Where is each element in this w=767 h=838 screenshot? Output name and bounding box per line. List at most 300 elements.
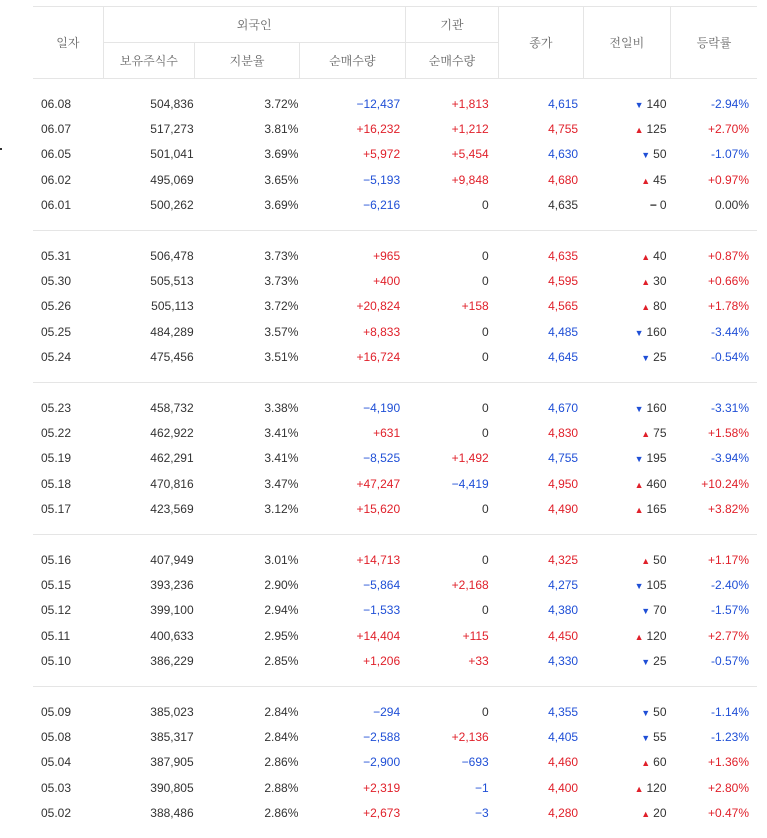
rate-cell: 0.00%	[714, 198, 749, 213]
holdings-cell: 387,905	[150, 755, 194, 770]
group-spacer	[33, 674, 757, 687]
header-institution: 기관	[405, 7, 499, 43]
arrow-down-icon: ▼	[641, 732, 651, 743]
inst-net-cell: 0	[482, 425, 489, 440]
close-cell: 4,355	[548, 704, 579, 719]
header-close: 종가	[499, 7, 583, 79]
group-spacer	[33, 218, 757, 231]
change-cell	[583, 446, 670, 471]
holdings-cell: 475,456	[150, 350, 194, 365]
rate-cell: -2.94%	[710, 96, 749, 111]
foreign-net-cell: +2,673	[363, 806, 401, 821]
table-row	[33, 572, 757, 597]
holdings-cell: 500,262	[150, 198, 194, 213]
change-cell	[583, 724, 670, 749]
arrow-up-icon: ▲	[634, 479, 644, 490]
foreign-net-cell: −294	[373, 704, 401, 719]
spacer-cell	[33, 370, 757, 383]
date-cell: 05.19	[41, 451, 72, 466]
close-cell: 4,595	[548, 274, 579, 289]
change-cell	[583, 775, 670, 800]
date-cell: 05.24	[41, 350, 72, 365]
change-cell	[583, 116, 670, 141]
header-foreign-net: 순매수량	[299, 43, 405, 79]
holdings-cell: 484,289	[150, 324, 194, 339]
change-cell	[583, 268, 670, 293]
group-spacer	[33, 231, 757, 243]
ratio-cell: 3.69%	[264, 198, 299, 213]
change-value: 195	[646, 451, 667, 466]
table-row	[33, 547, 757, 572]
spacer-cell	[33, 383, 757, 395]
date-cell: 05.03	[41, 780, 72, 795]
holdings-cell: 505,513	[150, 274, 194, 289]
ratio-cell: 3.69%	[264, 147, 299, 162]
arrow-up-icon: ▲	[634, 505, 644, 516]
arrow-down-icon: ▼	[641, 657, 651, 668]
close-cell: 4,380	[548, 603, 579, 618]
change-value: 140	[646, 96, 667, 111]
holdings-cell: 504,836	[150, 96, 194, 111]
foreign-net-cell: +8,833	[363, 324, 401, 339]
ratio-cell: 3.65%	[264, 172, 299, 187]
change-value: 125	[646, 122, 667, 137]
change-value: 60	[653, 755, 667, 770]
change-value: 50	[653, 147, 667, 162]
header-holdings: 보유주식수	[103, 43, 195, 79]
inst-net-cell: −3	[475, 806, 489, 821]
foreign-net-cell: +14,404	[356, 628, 401, 643]
inst-net-cell: 0	[482, 603, 489, 618]
foreign-net-cell: +5,972	[363, 147, 401, 162]
close-cell: 4,400	[548, 780, 579, 795]
foreign-net-cell: −2,900	[363, 755, 401, 770]
arrow-up-icon: ▲	[634, 125, 644, 136]
ratio-cell: 3.72%	[264, 96, 299, 111]
table-row	[33, 446, 757, 471]
arrow-up-icon: ▲	[634, 631, 644, 642]
inst-net-cell: 0	[482, 350, 489, 365]
foreign-net-cell: +14,713	[356, 552, 401, 567]
table-row	[33, 91, 757, 116]
arrow-down-icon: ▼	[634, 580, 644, 591]
date-cell: 05.23	[41, 400, 72, 415]
date-cell: 05.11	[41, 628, 71, 643]
change-cell	[583, 91, 670, 116]
foreign-net-cell: +2,319	[363, 780, 401, 795]
rate-cell: -1.07%	[710, 147, 749, 162]
holdings-cell: 393,236	[150, 577, 194, 592]
change-value: 55	[653, 729, 667, 744]
change-cell	[583, 800, 670, 825]
foreign-net-cell: +20,824	[356, 299, 401, 314]
group-spacer	[33, 535, 757, 547]
date-cell: 05.31	[41, 248, 72, 263]
arrow-up-icon: ▲	[641, 555, 651, 566]
change-value: 30	[653, 274, 667, 289]
foreign-net-cell: −1,533	[363, 603, 401, 618]
spacer-cell	[33, 218, 757, 231]
ratio-cell: 3.12%	[264, 502, 299, 517]
close-cell: 4,635	[548, 198, 579, 213]
change-value: 50	[653, 552, 667, 567]
arrow-down-icon: ▼	[634, 327, 644, 338]
inst-net-cell: +1,212	[451, 122, 489, 137]
change-cell	[583, 547, 670, 572]
holdings-cell: 470,816	[150, 476, 194, 491]
date-cell: 05.09	[41, 704, 72, 719]
holdings-cell: 506,478	[150, 248, 194, 263]
arrow-up-icon: ▲	[641, 428, 651, 439]
holdings-cell: 495,069	[150, 172, 194, 187]
foreign-net-cell: −5,193	[363, 172, 401, 187]
spacer-cell	[33, 674, 757, 687]
group-spacer	[33, 687, 757, 699]
table-row	[33, 167, 757, 192]
change-cell	[583, 345, 670, 370]
group-spacer	[33, 522, 757, 535]
change-cell	[583, 142, 670, 167]
change-value: 45	[653, 172, 667, 187]
ratio-cell: 2.95%	[264, 628, 299, 643]
inst-net-cell: −4,419	[451, 476, 489, 491]
header-ratio: 지분율	[195, 43, 300, 79]
inst-net-cell: 0	[482, 704, 489, 719]
rate-cell: -1.23%	[710, 729, 749, 744]
table-row	[33, 193, 757, 218]
change-cell	[583, 193, 670, 218]
inst-net-cell: +2,168	[451, 577, 489, 592]
table-row	[33, 345, 757, 370]
close-cell: 4,450	[548, 628, 579, 643]
group-spacer	[33, 826, 757, 838]
arrow-up-icon: ▲	[641, 758, 651, 769]
close-cell: 4,645	[548, 350, 579, 365]
date-cell: 05.08	[41, 729, 72, 744]
rate-cell: +0.47%	[707, 806, 749, 821]
ratio-cell: 2.86%	[264, 806, 299, 821]
rate-cell: +1.36%	[707, 755, 749, 770]
date-cell: 05.26	[41, 299, 72, 314]
table-row	[33, 268, 757, 293]
inst-net-cell: +9,848	[451, 172, 489, 187]
ratio-cell: 2.88%	[264, 780, 299, 795]
foreign-net-cell: +47,247	[356, 476, 401, 491]
table-row	[33, 319, 757, 344]
close-cell: 4,670	[548, 400, 579, 415]
inst-net-cell: 0	[482, 552, 489, 567]
close-cell: 4,635	[548, 248, 579, 263]
foreign-net-cell: +15,620	[356, 502, 401, 517]
date-cell: 06.02	[41, 172, 72, 187]
rate-cell: -3.44%	[710, 324, 749, 339]
table-row	[33, 800, 757, 825]
rate-cell: -0.57%	[710, 654, 749, 669]
close-cell: 4,330	[548, 654, 579, 669]
arrow-up-icon: ▲	[634, 783, 644, 794]
inst-net-cell: 0	[482, 502, 489, 517]
date-cell: 05.30	[41, 274, 72, 289]
close-cell: 4,755	[548, 122, 579, 137]
holdings-cell: 388,486	[150, 806, 194, 821]
change-value: 20	[653, 806, 667, 821]
holdings-cell: 462,291	[150, 451, 194, 466]
rate-cell: +1.17%	[707, 552, 749, 567]
close-cell: 4,405	[548, 729, 579, 744]
date-cell: 05.16	[41, 552, 72, 567]
inst-net-cell: +33	[468, 654, 489, 669]
close-cell: 4,630	[548, 147, 579, 162]
ratio-cell: 3.57%	[264, 324, 299, 339]
ratio-cell: 3.73%	[264, 248, 299, 263]
inst-net-cell: −1	[475, 780, 489, 795]
change-cell	[583, 750, 670, 775]
foreign-net-cell: −2,588	[363, 729, 401, 744]
date-cell: 05.25	[41, 324, 72, 339]
change-value: 0	[659, 198, 667, 213]
foreign-net-cell: +16,724	[356, 350, 401, 365]
arrow-down-icon: ▼	[641, 707, 651, 718]
rate-cell: +3.82%	[707, 502, 749, 517]
ratio-cell: 2.94%	[264, 603, 299, 618]
ratio-cell: 2.84%	[264, 729, 299, 744]
rate-cell: +0.97%	[707, 172, 749, 187]
table-row	[33, 775, 757, 800]
rate-cell: +1.58%	[707, 425, 749, 440]
change-value: 165	[646, 502, 667, 517]
change-cell	[583, 395, 670, 420]
rate-cell: -1.14%	[710, 704, 749, 719]
table-row	[33, 623, 757, 648]
change-cell	[583, 243, 670, 268]
table-row	[33, 142, 757, 167]
date-cell: 05.18	[41, 476, 72, 491]
table-row	[33, 243, 757, 268]
foreign-net-cell: +965	[373, 248, 401, 263]
change-value: 105	[646, 577, 667, 592]
inst-net-cell: +115	[462, 628, 489, 643]
change-cell	[583, 699, 670, 724]
holdings-cell: 407,949	[150, 552, 194, 567]
dash-icon: −	[649, 198, 657, 213]
rate-cell: -3.94%	[710, 451, 749, 466]
spacer-cell	[33, 826, 757, 838]
change-value: 120	[646, 780, 667, 795]
change-cell	[583, 319, 670, 344]
spacer-cell	[33, 687, 757, 699]
holdings-cell: 423,569	[150, 502, 194, 517]
table-row	[33, 395, 757, 420]
change-cell	[583, 496, 670, 521]
date-cell: 05.17	[41, 502, 72, 517]
change-cell	[583, 167, 670, 192]
spacer-cell	[33, 522, 757, 535]
table-row	[33, 598, 757, 623]
inst-net-cell: +2,136	[451, 729, 489, 744]
ratio-cell: 2.86%	[264, 755, 299, 770]
group-spacer	[33, 370, 757, 383]
foreign-net-cell: −8,525	[363, 451, 401, 466]
arrow-down-icon: ▼	[634, 99, 644, 110]
table-row	[33, 724, 757, 749]
holdings-cell: 385,317	[150, 729, 194, 744]
table-header	[33, 7, 757, 79]
change-value: 80	[653, 299, 667, 314]
table-row	[33, 648, 757, 673]
header-rate: 등락률	[671, 7, 757, 79]
holdings-cell: 458,732	[150, 400, 194, 415]
rate-cell: +2.70%	[707, 122, 749, 137]
close-cell: 4,755	[548, 451, 579, 466]
inst-net-cell: +1,492	[451, 451, 489, 466]
header-date: 일자	[33, 7, 103, 79]
table-row	[33, 420, 757, 445]
ratio-cell: 3.41%	[264, 451, 299, 466]
date-cell: 05.04	[41, 755, 72, 770]
arrow-down-icon: ▼	[634, 454, 644, 465]
rate-cell: +2.77%	[707, 628, 749, 643]
header-inst-net: 순매수량	[405, 43, 499, 79]
rate-cell: +0.66%	[707, 274, 749, 289]
inst-net-cell: 0	[482, 248, 489, 263]
foreign-net-cell: −4,190	[363, 400, 401, 415]
foreign-net-cell: +400	[373, 274, 401, 289]
holdings-cell: 462,922	[150, 425, 194, 440]
inst-net-cell: 0	[482, 198, 489, 213]
rate-cell: +10.24%	[701, 476, 749, 491]
inst-net-cell: +5,454	[451, 147, 489, 162]
table-row	[33, 699, 757, 724]
holdings-cell: 390,805	[150, 780, 194, 795]
close-cell: 4,680	[548, 172, 579, 187]
arrow-up-icon: ▲	[641, 251, 651, 262]
investor-trading-table	[33, 6, 757, 838]
ratio-cell: 3.38%	[264, 400, 299, 415]
arrow-down-icon: ▼	[641, 150, 651, 161]
spacer-cell	[33, 231, 757, 243]
table-row	[33, 750, 757, 775]
change-value: 50	[653, 704, 667, 719]
close-cell: 4,830	[548, 425, 579, 440]
rate-cell: -0.54%	[710, 350, 749, 365]
close-cell: 4,950	[548, 476, 579, 491]
holdings-cell: 517,273	[150, 122, 194, 137]
close-cell: 4,460	[548, 755, 579, 770]
date-cell: 06.05	[41, 147, 72, 162]
close-cell: 4,490	[548, 502, 579, 517]
change-cell	[583, 572, 670, 597]
spacer-cell	[33, 535, 757, 547]
foreign-net-cell: +1,206	[363, 654, 401, 669]
change-value: 25	[653, 350, 667, 365]
table-row	[33, 471, 757, 496]
ratio-cell: 3.81%	[264, 122, 299, 137]
change-cell	[583, 598, 670, 623]
group-spacer	[33, 79, 757, 92]
date-cell: 06.01	[41, 198, 72, 213]
change-value: 75	[653, 425, 667, 440]
arrow-down-icon: ▼	[641, 353, 651, 364]
rate-cell: +1.78%	[707, 299, 749, 314]
change-value: 120	[646, 628, 667, 643]
change-cell	[583, 623, 670, 648]
holdings-cell: 400,633	[150, 628, 194, 643]
rate-cell: +0.87%	[707, 248, 749, 263]
holdings-cell: 501,041	[150, 147, 194, 162]
header-change: 전일비	[583, 7, 670, 79]
ratio-cell: 3.01%	[264, 552, 299, 567]
holdings-cell: 399,100	[150, 603, 194, 618]
arrow-down-icon: ▼	[641, 606, 651, 617]
arrow-up-icon: ▲	[641, 175, 651, 186]
arrow-up-icon: ▲	[641, 277, 651, 288]
close-cell: 4,615	[548, 96, 579, 111]
change-value: 460	[646, 476, 667, 491]
date-cell: 05.22	[41, 425, 72, 440]
holdings-cell: 386,229	[150, 654, 194, 669]
date-cell: 05.02	[41, 806, 72, 821]
foreign-net-cell: −12,437	[356, 96, 401, 111]
foreign-net-cell: −5,864	[363, 577, 401, 592]
ratio-cell: 2.90%	[264, 577, 299, 592]
change-value: 70	[653, 603, 667, 618]
change-cell	[583, 420, 670, 445]
ratio-cell: 2.84%	[264, 704, 299, 719]
inst-net-cell: 0	[482, 324, 489, 339]
change-value: 160	[646, 400, 667, 415]
rate-cell: -1.57%	[710, 603, 749, 618]
rate-cell: -2.40%	[710, 577, 749, 592]
close-cell: 4,280	[548, 806, 579, 821]
foreign-net-cell: −6,216	[363, 198, 401, 213]
ratio-cell: 3.72%	[264, 299, 299, 314]
ratio-cell: 2.85%	[264, 654, 299, 669]
close-cell: 4,565	[548, 299, 579, 314]
arrow-up-icon: ▲	[641, 302, 651, 313]
arrow-down-icon: ▼	[634, 403, 644, 414]
date-cell: 06.08	[41, 96, 72, 111]
table-row	[33, 496, 757, 521]
close-cell: 4,485	[548, 324, 579, 339]
date-cell: 06.07	[41, 122, 72, 137]
inst-net-cell: +1,813	[451, 96, 489, 111]
ratio-cell: 3.51%	[264, 350, 299, 365]
table-row	[33, 294, 757, 319]
holdings-cell: 385,023	[150, 704, 194, 719]
inst-net-cell: 0	[482, 400, 489, 415]
stray-dot	[0, 148, 2, 150]
change-cell	[583, 294, 670, 319]
change-cell	[583, 648, 670, 673]
inst-net-cell: −693	[461, 755, 489, 770]
ratio-cell: 3.73%	[264, 274, 299, 289]
rate-cell: +2.80%	[707, 780, 749, 795]
close-cell: 4,275	[548, 577, 579, 592]
spacer-cell	[33, 79, 757, 92]
change-value: 40	[653, 248, 667, 263]
arrow-up-icon: ▲	[641, 809, 651, 820]
change-value: 160	[646, 324, 667, 339]
rate-cell: -3.31%	[710, 400, 749, 415]
table-body	[33, 79, 757, 838]
inst-net-cell: +158	[461, 299, 489, 314]
date-cell: 05.10	[41, 654, 72, 669]
change-cell	[583, 471, 670, 496]
ratio-cell: 3.47%	[264, 476, 299, 491]
group-spacer	[33, 383, 757, 395]
date-cell: 05.15	[41, 577, 72, 592]
holdings-cell: 505,113	[151, 299, 194, 314]
